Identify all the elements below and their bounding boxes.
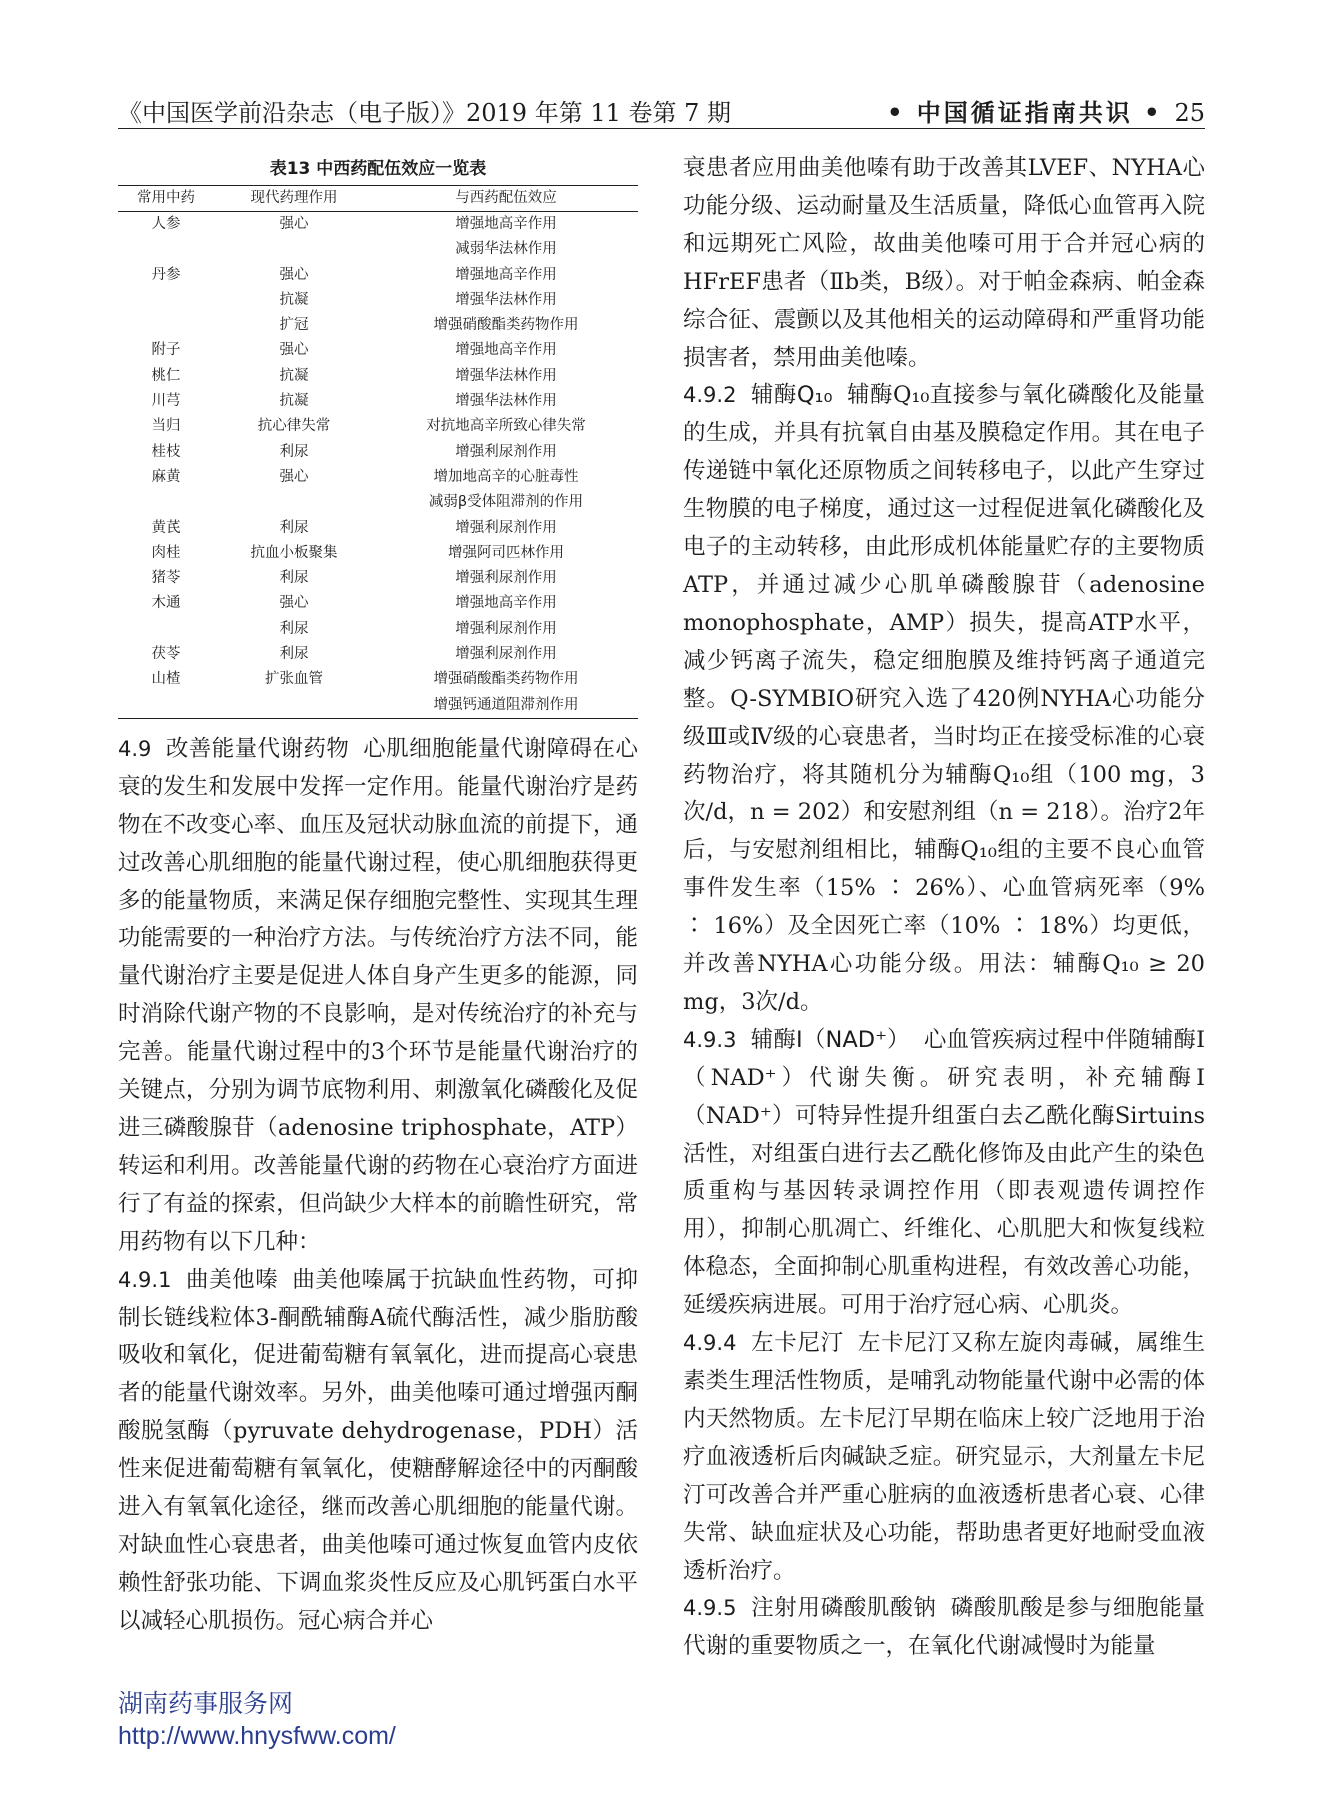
section-number: 4.9 <box>118 736 152 761</box>
paragraph-text: 左卡尼汀又称左旋肉毒碱，属维生素类生理活性物质，是哺乳动物能量代谢中必需的体内天然物质。左卡尼汀早期在临床上较广泛地用于治疗血液透析后肉碱缺乏症。研究显示，大剂量左卡尼汀可改善合并严重心脏病的血液透析患者心衰、心律失常、缺血症状及心功能，帮助患者更好地耐受血液透析治疗。 <box>683 1330 1205 1584</box>
table-cell: 扩冠 <box>279 317 309 334</box>
table-cell: 增强利尿剂作用 <box>455 443 557 460</box>
table-cell: 强心 <box>279 595 309 612</box>
table-cell: 茯苓 <box>151 646 181 663</box>
table-cell: 人参 <box>151 216 181 232</box>
section-title: 改善能量代谢药物 <box>165 735 350 762</box>
table-cell: 抗凝 <box>279 291 309 308</box>
section-number: 4.9.3 <box>683 1027 737 1052</box>
table-cell: 增强利尿剂作用 <box>455 620 557 637</box>
table-row <box>118 389 638 414</box>
paragraph-text: 心肌细胞能量代谢障碍在心衰的发生和发展中发挥一定作用。能量代谢治疗是药物在不改变心率、血压及冠状动脉血流的前提下，通过改善心肌细胞的能量代谢过程，使心肌细胞获得更多的能量物质，来满足保存细胞完整性、实现其生理功能需要的一种治疗方法。与传统治疗方法不同，能量代谢治疗主要是促进人体自身产生更多的能源，同时消除代谢产物的不良影响，是对传统治疗的补充与完善。能量代谢过程中的3个环节是能量代谢治疗的关键点，分别为调节底物利用、刺激氧化磷酸化及促进三磷酸腺苷（adenosine triphosphate，ATP）转运和利用。改善能量代谢的药物在心衰治疗方面进行了有益的探索，但尚缺少大样本的前瞻性研究，常用药物有以下几种： <box>118 735 638 1255</box>
paragraph-4-9-1 <box>118 1262 638 1641</box>
right-column <box>683 150 1205 1666</box>
section-header <box>887 93 1205 128</box>
table-row <box>118 516 638 541</box>
table-cell <box>118 490 214 515</box>
table-13 <box>118 154 638 719</box>
table-row <box>118 364 638 389</box>
page-number: 25 <box>1174 99 1205 127</box>
paragraph-continued <box>683 150 1205 377</box>
table-cell: 黄芪 <box>151 519 181 536</box>
table-cell: 麻黄 <box>151 468 181 485</box>
table-cell: 抗血小板聚集 <box>250 544 338 561</box>
table-cell: 强心 <box>279 216 309 232</box>
table-cell: 增强华法林作用 <box>455 367 557 384</box>
section-number: 4.9.5 <box>683 1596 737 1621</box>
column-header: 与西药配伍效应 <box>455 190 557 206</box>
table-cell: 肉桂 <box>151 544 181 561</box>
section-number: 4.9.4 <box>683 1331 737 1356</box>
paragraph-4-9-3 <box>683 1022 1205 1325</box>
table-row <box>118 212 638 238</box>
table-cell <box>214 237 374 262</box>
table-cell <box>214 490 374 515</box>
table-row <box>118 465 638 490</box>
table-cell: 附子 <box>151 342 181 359</box>
footer-site-name: 湖南药事服务网 <box>118 1689 294 1718</box>
table-cell: 减弱华法林作用 <box>455 241 557 258</box>
footer <box>118 1687 396 1751</box>
journal-header: 《中国医学前沿杂志（电子版）》2019 年第 11 卷第 7 期 <box>118 99 732 127</box>
table-header-row <box>118 186 638 212</box>
table-cell <box>214 693 374 719</box>
table-cell: 增强硝酸酯类药物作用 <box>433 671 579 688</box>
section-title: 曲美他嗪 <box>185 1266 279 1293</box>
table-cell: 增强利尿剂作用 <box>455 646 557 663</box>
header-rule <box>118 128 1205 129</box>
paragraph-4-9-5 <box>683 1590 1205 1666</box>
table-row <box>118 617 638 642</box>
table-row <box>118 288 638 313</box>
table-cell: 增强地高辛作用 <box>455 216 557 232</box>
table-body <box>118 212 638 719</box>
table-row <box>118 667 638 692</box>
paragraph-4-9-2 <box>683 377 1205 1021</box>
table-cell: 利尿 <box>279 570 309 587</box>
table-cell: 抗凝 <box>279 393 309 410</box>
table-row <box>118 566 638 591</box>
table-cell: 猪苓 <box>151 570 181 587</box>
table-cell: 利尿 <box>279 620 309 637</box>
paragraph-4-9-4 <box>683 1325 1205 1590</box>
footer-url-link[interactable]: http://www.hnysfww.com/ <box>118 1722 396 1750</box>
table-row <box>118 338 638 363</box>
table-cell: 增强钙通道阻滞剂作用 <box>433 696 579 713</box>
table-cell: 抗心律失常 <box>257 418 331 435</box>
table-cell <box>118 313 214 338</box>
table-row <box>118 541 638 566</box>
table-cell: 增强华法林作用 <box>455 291 557 308</box>
table-cell: 对抗地高辛所致心律失常 <box>426 418 586 435</box>
table-row <box>118 263 638 288</box>
table-cell: 增强利尿剂作用 <box>455 519 557 536</box>
paragraph-text: 心血管疾病过程中伴随辅酶Ⅰ（NAD⁺）代谢失衡。研究表明，补充辅酶Ⅰ（NAD⁺）可特异性提升组蛋白去乙酰化酶Sirtuins活性，对组蛋白进行去乙酰化修饰及由此产生的染色质重构与基因转录调控作用（即表观遗传调控作用），抑制心肌凋亡、纤维化、心肌肥大和恢复线粒体稳态，全面抑制心肌重构进程，有效改善心功能，延缓疾病进展。可用于治疗冠心病、心肌炎。 <box>683 1026 1205 1319</box>
table-cell: 增强硝酸酯类药物作用 <box>433 317 579 334</box>
paragraph-text: 曲美他嗪属于抗缺血性药物，可抑制长链线粒体3-酮酰辅酶A硫代酶活性，减少脂肪酸吸收和氧化，促进葡萄糖有氧氧化，进而提高心衰患者的能量代谢效率。另外，曲美他嗪可通过增强丙酮酸脱氢酶（pyruvate dehydrogenase，PDH）活性来促进葡萄糖有氧氧化，使糖酵解途径中的丙酮酸进入有氧氧化途径，继而改善心肌细胞的能量代谢。对缺血性心衰患者，曲美他嗪可通过恢复血管内皮依赖性舒张功能、下调血浆炎性反应及心肌钙蛋白水平以减轻心肌损伤。冠心病合并心 <box>118 1266 638 1634</box>
table-cell: 利尿 <box>279 443 309 460</box>
column-header: 常用中药 <box>137 190 195 206</box>
table-cell: 利尿 <box>279 646 309 663</box>
left-column <box>118 150 638 1641</box>
table-cell: 利尿 <box>279 519 309 536</box>
table-cell: 增强地高辛作用 <box>455 342 557 359</box>
table-cell <box>118 288 214 313</box>
table-cell: 扩张血管 <box>265 671 323 688</box>
table-cell: 桂枝 <box>151 443 181 460</box>
section-title: 辅酶Q₁₀ <box>750 382 833 409</box>
paragraph-text: 辅酶Q₁₀直接参与氧化磷酸化及能量的生成，并具有抗氧自由基及膜稳定作用。其在电子传递链中氧化还原物质之间转移电子，以此产生穿过生物膜的电子梯度，通过这一过程促进氧化磷酸化及电子的主动转移，由此形成机体能量贮存的主要物质ATP，并通过减少心肌单磷酸腺苷（adenosine monophosphate，AMP）损失，提高ATP水平，减少钙离子流失，稳定细胞膜及维持钙离子通道完整。Q-SYMBIO研究入选了420例NYHA心功能分级Ⅲ或Ⅳ级的心衰患者，当时均正在接受标准的心衰药物治疗，将其随机分为辅酶Q₁₀组（100 mg，3次/d，n = 202）和安慰剂组（n = 218）。治疗2年后，与安慰剂组相比，辅酶Q₁₀组的主要不良心血管事件发生率（15% ∶ 26%）、心血管病死率（9% ∶ 16%）及全因死亡率（10% ∶ 18%）均更低，并改善NYHA心功能分级。用法：辅酶Q₁₀ ≥ 20 mg，3次/d。 <box>683 382 1205 1015</box>
table-row <box>118 313 638 338</box>
table-cell: 山楂 <box>151 671 181 688</box>
section-number: 4.9.2 <box>683 383 737 408</box>
table-cell <box>118 693 214 719</box>
table-cell: 桃仁 <box>151 367 181 384</box>
section-label: • 中国循证指南共识 • <box>887 98 1163 127</box>
table-cell: 增强地高辛作用 <box>455 595 557 612</box>
table-row <box>118 591 638 616</box>
paragraph-text: 磷酸肌酸是参与细胞能量代谢的重要物质之一，在氧化代谢减慢时为能量 <box>683 1595 1205 1660</box>
table-cell: 强心 <box>279 468 309 485</box>
table-cell <box>118 237 214 262</box>
table-cell: 强心 <box>279 266 309 283</box>
table-row <box>118 693 638 719</box>
paragraph-text: 衰患者应用曲美他嗪有助于改善其LVEF、NYHA心功能分级、运动耐量及生活质量，降低心血管再入院和远期死亡风险，故曲美他嗪可用于合并冠心病的HFrEF患者（Ⅱb类，B级）。对于帕金森病、帕金森综合征、震颤以及其他相关的运动障碍和严重肾功能损害者，禁用曲美他嗪。 <box>683 155 1205 371</box>
table-cell: 强心 <box>279 342 309 359</box>
table-row <box>118 490 638 515</box>
table-cell: 增强阿司匹林作用 <box>448 544 564 561</box>
table-cell: 当归 <box>151 418 181 435</box>
table-cell: 木通 <box>151 595 181 612</box>
table-row <box>118 414 638 439</box>
table-cell: 丹参 <box>151 266 181 283</box>
table-cell: 减弱β受体阻滞剂的作用 <box>428 494 584 511</box>
section-number: 4.9.1 <box>118 1267 172 1292</box>
table-cell: 增强华法林作用 <box>455 393 557 410</box>
section-title: 辅酶Ⅰ（NAD⁺） <box>750 1026 910 1053</box>
section-title: 左卡尼汀 <box>750 1330 844 1357</box>
table-row <box>118 642 638 667</box>
table-cell: 增加地高辛的心脏毒性 <box>433 468 579 485</box>
herb-drug-table <box>118 185 638 719</box>
table-row <box>118 237 638 262</box>
table-cell: 增强地高辛作用 <box>455 266 557 283</box>
table-cell <box>118 617 214 642</box>
section-title: 注射用磷酸肌酸钠 <box>750 1595 937 1622</box>
table-row <box>118 440 638 465</box>
paragraph-4-9 <box>118 731 638 1262</box>
table-caption: 表13 中西药配伍效应一览表 <box>269 159 487 179</box>
table-cell: 川芎 <box>151 393 181 410</box>
table-cell: 抗凝 <box>279 367 309 384</box>
column-header: 现代药理作用 <box>250 190 338 206</box>
table-cell: 增强利尿剂作用 <box>455 570 557 587</box>
